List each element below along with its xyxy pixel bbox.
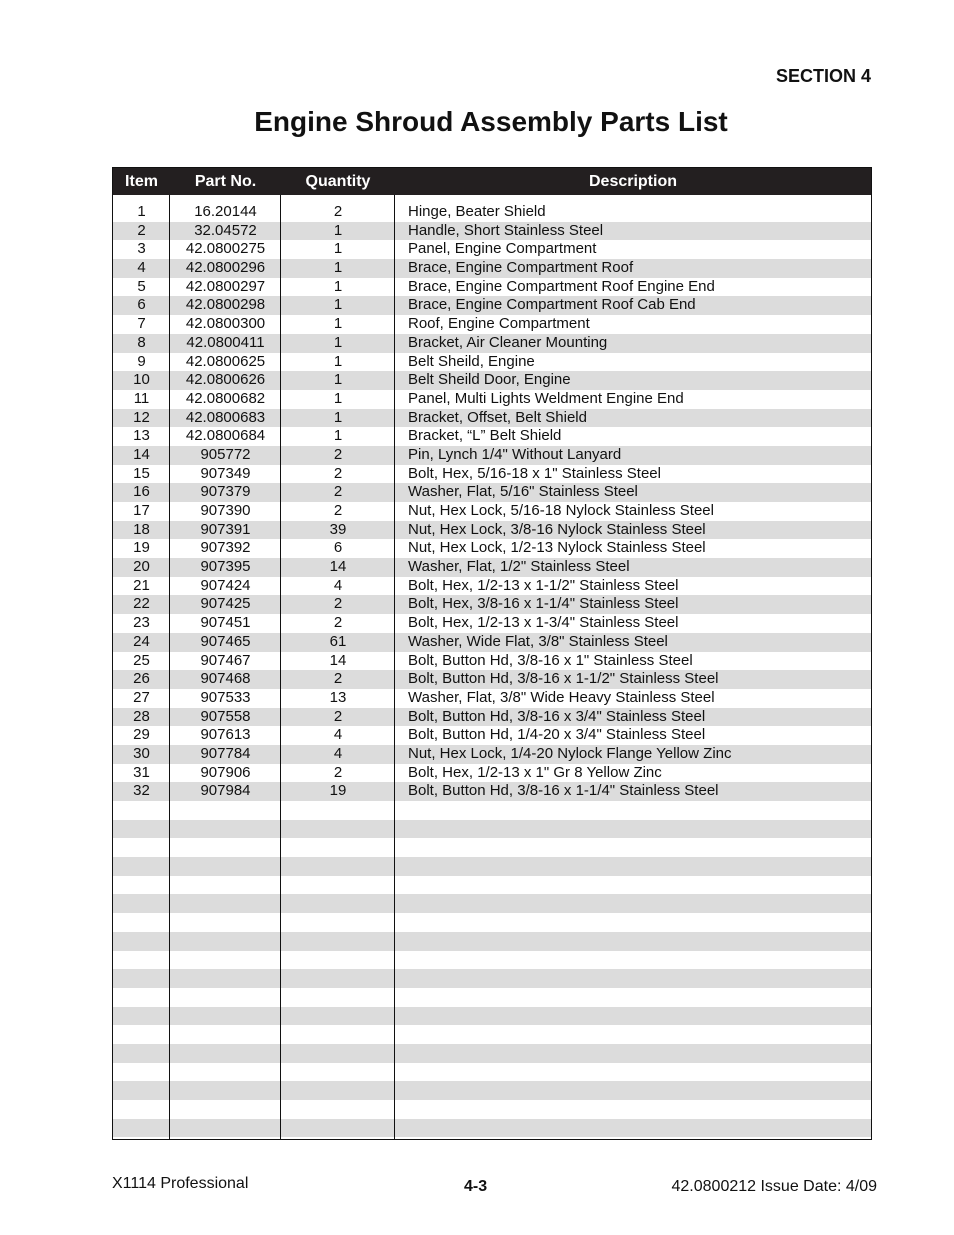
item-cell (113, 913, 170, 932)
description-cell (395, 951, 871, 970)
item-cell: 10 (133, 371, 150, 389)
table-row (113, 820, 871, 839)
item-cell: 32 (133, 782, 150, 800)
description-cell: Bolt, Button Hd, 1/4-20 x 3/4" Stainless Steel (408, 726, 706, 744)
part-no-cell: 907392 (200, 539, 251, 557)
item-cell: 24 (133, 632, 150, 650)
description-cell: Washer, Wide Flat, 3/8" Stainless Steel (408, 632, 668, 650)
part-no-cell (170, 1081, 281, 1100)
item-cell (113, 820, 170, 839)
part-no-cell: 907349 (200, 464, 251, 482)
item-cell (113, 1007, 170, 1026)
item-cell: 22 (133, 595, 150, 613)
section-label: SECTION 4 (775, 66, 871, 86)
part-no-cell (170, 913, 281, 932)
description-cell: Nut, Hex Lock, 1/4-20 Nylock Flange Yellow Zinc (408, 744, 732, 762)
quantity-cell: 1 (333, 221, 343, 239)
description-cell (395, 857, 871, 876)
part-no-cell: 907390 (200, 502, 251, 519)
table-row (113, 876, 871, 895)
quantity-cell: 1 (333, 408, 343, 426)
description-cell (395, 1100, 871, 1119)
table-row (113, 689, 871, 708)
table-row (113, 988, 871, 1007)
item-cell (113, 951, 170, 970)
description-cell: Bolt, Hex, 5/16-18 x 1" Stainless Steel (408, 464, 661, 482)
part-no-cell: 907784 (200, 744, 251, 762)
table-row (113, 1119, 871, 1138)
item-cell: 2 (137, 221, 146, 239)
item-cell: 17 (133, 502, 150, 519)
table-row (113, 1025, 871, 1044)
part-no-cell (170, 1007, 281, 1026)
table-row (113, 913, 871, 932)
table-row (113, 315, 871, 334)
table-row (113, 371, 871, 390)
table-row (113, 745, 871, 764)
description-cell: Bolt, Hex, 3/8-16 x 1-1/4" Stainless Steel (408, 595, 679, 613)
description-cell (395, 1119, 871, 1138)
table-row (113, 1044, 871, 1063)
description-cell: Panel, Multi Lights Weldment Engine End (408, 389, 684, 407)
part-no-cell (170, 969, 281, 988)
item-cell: 20 (133, 558, 150, 576)
table-row (113, 969, 871, 988)
table-row (113, 857, 871, 876)
description-cell: Nut, Hex Lock, 1/2-13 Nylock Stainless Steel (408, 539, 706, 557)
part-no-cell: 42.0800684 (185, 427, 266, 445)
table-body (113, 203, 871, 1137)
description-cell (395, 876, 871, 895)
table-row (113, 894, 871, 913)
description-cell (395, 1081, 871, 1100)
description-cell (395, 838, 871, 857)
quantity-cell: 2 (333, 763, 343, 781)
quantity-cell: 1 (333, 259, 343, 277)
quantity-cell: 2 (333, 614, 343, 632)
description-cell: Bracket, Offset, Belt Shield (408, 408, 587, 426)
quantity-cell: 6 (333, 539, 343, 557)
part-no-cell: 907984 (200, 782, 251, 800)
item-cell: 29 (133, 726, 150, 744)
item-cell: 12 (133, 408, 150, 426)
quantity-cell (281, 969, 395, 988)
quantity-cell (281, 1007, 395, 1026)
part-no-cell: 42.0800275 (185, 240, 266, 258)
column-divider (280, 195, 281, 1139)
table-row (113, 521, 871, 540)
item-cell: 1 (137, 203, 146, 220)
description-cell: Nut, Hex Lock, 3/8-16 Nylock Stainless Steel (408, 520, 706, 538)
quantity-cell (281, 838, 395, 857)
table-row (113, 782, 871, 801)
description-cell: Handle, Short Stainless Steel (408, 221, 604, 239)
quantity-cell: 1 (333, 389, 343, 407)
item-cell (113, 876, 170, 895)
quantity-cell: 19 (329, 782, 347, 800)
part-no-cell: 905772 (200, 445, 251, 463)
item-cell: 28 (133, 707, 150, 725)
description-cell: Nut, Hex Lock, 5/16-18 Nylock Stainless Steel (408, 502, 714, 519)
part-no-cell (170, 1119, 281, 1138)
description-cell: Bolt, Button Hd, 3/8-16 x 1-1/4" Stainless Steel (408, 782, 719, 800)
item-cell: 19 (133, 539, 150, 557)
item-cell (113, 988, 170, 1007)
item-cell: 27 (133, 688, 150, 706)
quantity-cell: 4 (333, 726, 343, 744)
quantity-cell: 2 (333, 464, 343, 482)
item-cell: 6 (137, 296, 146, 314)
item-cell: 15 (133, 464, 150, 482)
quantity-cell (281, 1100, 395, 1119)
item-cell: 5 (137, 277, 146, 295)
quantity-cell (281, 932, 395, 951)
quantity-cell: 2 (333, 670, 343, 688)
part-no-cell: 42.0800625 (185, 352, 266, 370)
description-cell (395, 1007, 871, 1026)
part-no-cell: 42.0800626 (185, 371, 266, 389)
part-no-cell: 42.0800297 (185, 277, 266, 295)
item-cell: 18 (133, 520, 150, 538)
part-no-cell: 907424 (200, 576, 251, 594)
quantity-cell (281, 801, 395, 820)
part-no-cell (170, 932, 281, 951)
table-row (113, 222, 871, 241)
part-no-cell: 907558 (200, 707, 251, 725)
quantity-cell: 14 (329, 558, 347, 576)
column-header-quantity: Quantity (305, 172, 371, 190)
description-cell: Hinge, Beater Shield (408, 203, 546, 220)
table-row (113, 764, 871, 783)
table-header (113, 168, 871, 195)
table-row (113, 932, 871, 951)
table-row (113, 1007, 871, 1026)
part-no-cell: 32.04572 (194, 221, 257, 239)
description-cell: Pin, Lynch 1/4" Without Lanyard (408, 445, 622, 463)
description-cell: Bolt, Hex, 1/2-13 x 1" Gr 8 Yellow Zinc (408, 763, 662, 781)
description-cell: Roof, Engine Compartment (408, 315, 590, 333)
description-cell (395, 1025, 871, 1044)
description-cell (395, 820, 871, 839)
quantity-cell (281, 894, 395, 913)
part-no-cell (170, 894, 281, 913)
description-cell (395, 988, 871, 1007)
table-row (113, 539, 871, 558)
item-cell (113, 894, 170, 913)
quantity-cell: 1 (333, 240, 343, 258)
quantity-cell (281, 876, 395, 895)
description-cell: Washer, Flat, 1/2" Stainless Steel (408, 558, 630, 576)
column-header-item: Item (125, 172, 158, 190)
table-row (113, 838, 871, 857)
item-cell (113, 1119, 170, 1138)
description-cell: Washer, Flat, 5/16" Stainless Steel (408, 483, 638, 501)
description-cell (395, 913, 871, 932)
quantity-cell: 2 (333, 707, 343, 725)
table-row (113, 296, 871, 315)
description-cell (395, 1044, 871, 1063)
table-row (113, 278, 871, 297)
table-row (113, 353, 871, 372)
part-no-cell (170, 876, 281, 895)
quantity-cell: 2 (333, 203, 343, 220)
table-row (113, 502, 871, 521)
item-cell: 4 (137, 259, 146, 277)
table-row (113, 801, 871, 820)
item-cell (113, 969, 170, 988)
description-cell: Belt Sheild, Engine (408, 352, 535, 370)
table-row (113, 708, 871, 727)
item-cell: 16 (133, 483, 150, 501)
column-header-description: Description (588, 172, 677, 190)
part-no-cell (170, 838, 281, 857)
quantity-cell (281, 1025, 395, 1044)
part-no-cell (170, 988, 281, 1007)
quantity-cell (281, 820, 395, 839)
description-cell: Belt Sheild Door, Engine (408, 371, 571, 389)
quantity-cell: 2 (333, 595, 343, 613)
column-header-part-no: Part No. (194, 172, 257, 190)
part-no-cell: 16.20144 (194, 203, 257, 220)
part-no-cell (170, 1100, 281, 1119)
description-cell: Bracket, Air Cleaner Mounting (408, 333, 608, 351)
description-cell (395, 801, 871, 820)
part-no-cell: 907533 (200, 688, 251, 706)
description-cell: Bolt, Button Hd, 3/8-16 x 1" Stainless Steel (408, 651, 693, 669)
table-row (113, 951, 871, 970)
quantity-cell: 1 (333, 315, 343, 333)
part-no-cell: 907613 (200, 726, 251, 744)
item-cell: 9 (137, 352, 146, 370)
description-cell: Bolt, Hex, 1/2-13 x 1-1/2" Stainless Steel (408, 576, 679, 594)
table-row (113, 1081, 871, 1100)
table-row (113, 558, 871, 577)
part-no-cell (170, 1044, 281, 1063)
part-no-cell: 907467 (200, 651, 251, 669)
item-cell: 14 (133, 445, 150, 463)
quantity-cell (281, 1081, 395, 1100)
table-row (113, 670, 871, 689)
quantity-cell (281, 1044, 395, 1063)
part-no-cell: 42.0800298 (185, 296, 266, 314)
quantity-cell: 1 (333, 296, 343, 314)
item-cell (113, 838, 170, 857)
quantity-cell (281, 857, 395, 876)
table-row (113, 633, 871, 652)
quantity-cell: 1 (333, 333, 343, 351)
description-cell: Bolt, Hex, 1/2-13 x 1-3/4" Stainless Steel (408, 614, 679, 632)
part-no-cell: 907465 (200, 632, 251, 650)
quantity-cell (281, 913, 395, 932)
item-cell (113, 1044, 170, 1063)
quantity-cell: 2 (333, 483, 343, 501)
page-title: Engine Shroud Assembly Parts List (254, 106, 728, 137)
quantity-cell: 4 (333, 744, 343, 762)
part-no-cell: 42.0800296 (185, 259, 266, 277)
part-no-cell: 42.0800300 (185, 315, 266, 333)
table-row (113, 240, 871, 259)
item-cell (113, 1081, 170, 1100)
table-row (113, 1063, 871, 1082)
footer-doc-issue: 42.0800212 Issue Date: 4/09 (671, 1178, 877, 1195)
item-cell (113, 1025, 170, 1044)
description-cell (395, 969, 871, 988)
description-cell: Brace, Engine Compartment Roof Engine End (408, 277, 715, 295)
table-row (113, 652, 871, 671)
part-no-cell: 907395 (200, 558, 251, 576)
table-row (113, 1100, 871, 1119)
item-cell: 8 (137, 333, 146, 351)
quantity-cell: 39 (329, 520, 347, 538)
description-cell: Brace, Engine Compartment Roof (408, 259, 634, 277)
quantity-cell (281, 988, 395, 1007)
description-cell: Washer, Flat, 3/8" Wide Heavy Stainless Steel (408, 688, 715, 706)
column-divider (169, 195, 170, 1139)
table-row (113, 726, 871, 745)
item-cell (113, 932, 170, 951)
quantity-cell: 13 (329, 688, 347, 706)
table-row (113, 465, 871, 484)
part-no-cell: 907468 (200, 670, 251, 688)
item-cell (113, 801, 170, 820)
table-row (113, 577, 871, 596)
part-no-cell: 907379 (200, 483, 251, 501)
table-row (113, 427, 871, 446)
part-no-cell (170, 801, 281, 820)
part-no-cell (170, 820, 281, 839)
part-no-cell: 42.0800411 (186, 333, 265, 351)
footer-model: X1114 Professional (112, 1175, 249, 1192)
quantity-cell: 1 (333, 371, 343, 389)
item-cell: 3 (137, 240, 146, 258)
description-cell: Bracket, “L” Belt Shield (408, 427, 562, 445)
quantity-cell: 4 (333, 576, 343, 594)
quantity-cell: 2 (333, 445, 343, 463)
quantity-cell: 1 (333, 427, 343, 445)
part-no-cell (170, 1063, 281, 1082)
table-row (113, 446, 871, 465)
item-cell: 30 (133, 744, 150, 762)
part-no-cell (170, 951, 281, 970)
parts-table (112, 167, 872, 1140)
table-row (113, 409, 871, 428)
description-cell: Brace, Engine Compartment Roof Cab End (408, 296, 696, 314)
quantity-cell: 14 (329, 651, 347, 669)
table-row (113, 203, 871, 222)
quantity-cell: 1 (333, 352, 343, 370)
table-row (113, 595, 871, 614)
part-no-cell: 42.0800682 (185, 389, 266, 407)
quantity-cell (281, 1119, 395, 1138)
item-cell: 23 (133, 614, 150, 632)
part-no-cell (170, 1025, 281, 1044)
quantity-cell: 61 (329, 632, 347, 650)
item-cell (113, 1100, 170, 1119)
item-cell: 13 (133, 427, 150, 445)
quantity-cell (281, 951, 395, 970)
table-row (113, 259, 871, 278)
item-cell: 26 (133, 670, 150, 688)
description-cell (395, 932, 871, 951)
item-cell (113, 857, 170, 876)
description-cell: Panel, Engine Compartment (408, 240, 597, 258)
part-no-cell: 907391 (200, 520, 251, 538)
table-row (113, 483, 871, 502)
quantity-cell (281, 1063, 395, 1082)
column-divider (394, 195, 395, 1139)
description-cell (395, 894, 871, 913)
description-cell: Bolt, Button Hd, 3/8-16 x 3/4" Stainless Steel (408, 707, 706, 725)
part-no-cell: 907425 (200, 595, 251, 613)
item-cell: 31 (133, 763, 150, 781)
quantity-cell: 2 (333, 502, 343, 519)
item-cell (113, 1063, 170, 1082)
footer-page-number: 4-3 (464, 1178, 488, 1195)
item-cell: 21 (133, 576, 150, 594)
part-no-cell (170, 857, 281, 876)
table-row (113, 334, 871, 353)
description-cell (395, 1063, 871, 1082)
part-no-cell: 907906 (200, 763, 251, 781)
table-row (113, 390, 871, 409)
table-row (113, 614, 871, 633)
item-cell: 11 (133, 389, 150, 407)
part-no-cell: 42.0800683 (185, 408, 266, 426)
part-no-cell: 907451 (200, 614, 251, 632)
quantity-cell: 1 (333, 277, 343, 295)
description-cell: Bolt, Button Hd, 3/8-16 x 1-1/2" Stainless Steel (408, 670, 719, 688)
item-cell: 25 (133, 651, 150, 669)
item-cell: 7 (137, 315, 146, 333)
